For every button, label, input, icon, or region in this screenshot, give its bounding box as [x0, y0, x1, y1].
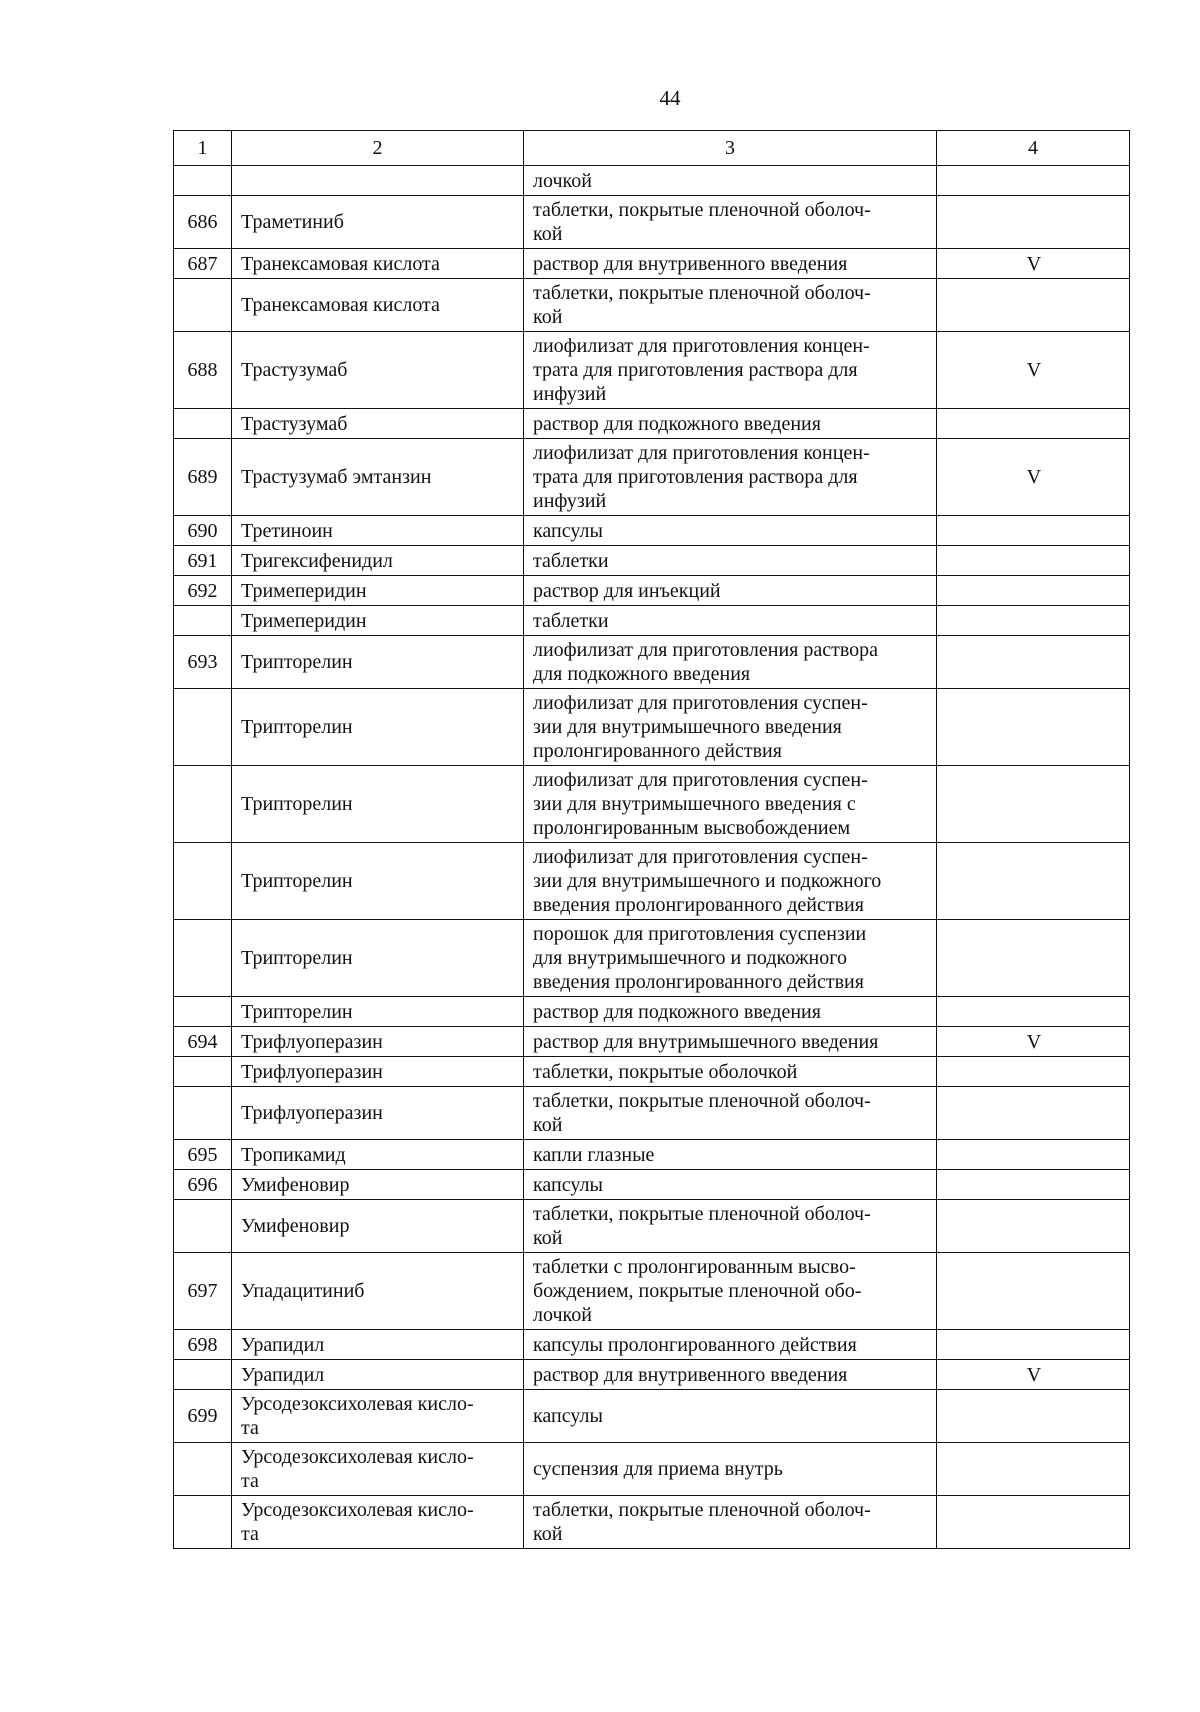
row-number-cell: 691	[174, 546, 232, 576]
vital-mark-cell	[937, 166, 1130, 196]
dosage-form-cell: капсулы	[524, 1390, 937, 1443]
table-row	[174, 766, 1130, 843]
dosage-form-cell: таблетки с пролонгированным высво- бождением, покрытые пленочной обо- лочкой	[524, 1253, 937, 1330]
header-col-1: 1	[174, 131, 232, 166]
row-number-cell	[174, 920, 232, 997]
table-row	[174, 1330, 1130, 1360]
table-row	[174, 279, 1130, 332]
vital-mark-cell	[937, 1140, 1130, 1170]
dosage-form-cell: раствор для инъекций	[524, 576, 937, 606]
row-number-cell: 689	[174, 439, 232, 516]
drug-name-cell: Тримеперидин	[232, 576, 524, 606]
vital-mark-cell: V	[937, 439, 1130, 516]
drug-name-cell: Урсодезоксихолевая кисло- та	[232, 1390, 524, 1443]
table-row	[174, 1443, 1130, 1496]
dosage-form-cell: капсулы	[524, 1170, 937, 1200]
table-row	[174, 249, 1130, 279]
dosage-form-cell: лочкой	[524, 166, 937, 196]
drug-name-cell: Трифлуоперазин	[232, 1027, 524, 1057]
drug-name-cell	[232, 166, 524, 196]
vital-mark-cell	[937, 576, 1130, 606]
row-number-cell	[174, 1360, 232, 1390]
table-row	[174, 166, 1130, 196]
vital-mark-cell	[937, 516, 1130, 546]
dosage-form-cell: таблетки, покрытые пленочной оболоч- кой	[524, 1200, 937, 1253]
drug-name-cell: Умифеновир	[232, 1170, 524, 1200]
vital-mark-cell: V	[937, 332, 1130, 409]
table-row	[174, 409, 1130, 439]
dosage-form-cell: раствор для внутривенного введения	[524, 249, 937, 279]
vital-mark-cell	[937, 1253, 1130, 1330]
row-number-cell	[174, 1443, 232, 1496]
table-row	[174, 1140, 1130, 1170]
row-number-cell: 699	[174, 1390, 232, 1443]
row-number-cell: 697	[174, 1253, 232, 1330]
table-row	[174, 1360, 1130, 1390]
table-row	[174, 997, 1130, 1027]
dosage-form-cell: раствор для подкожного введения	[524, 409, 937, 439]
table-row	[174, 1496, 1130, 1549]
header-col-3: 3	[524, 131, 937, 166]
drug-name-cell: Тригексифенидил	[232, 546, 524, 576]
page-number: 44	[659, 86, 681, 110]
row-number-cell: 692	[174, 576, 232, 606]
vital-mark-cell	[937, 196, 1130, 249]
table-row	[174, 516, 1130, 546]
dosage-form-cell: раствор для внутримышечного введения	[524, 1027, 937, 1057]
dosage-form-cell: лиофилизат для приготовления суспен- зии для внутримышечного введения с пролонгированным высвобождением	[524, 766, 937, 843]
drug-name-cell: Трипторелин	[232, 843, 524, 920]
drug-name-cell: Урсодезоксихолевая кисло- та	[232, 1443, 524, 1496]
drug-name-cell: Трипторелин	[232, 636, 524, 689]
row-number-cell: 688	[174, 332, 232, 409]
row-number-cell	[174, 766, 232, 843]
drug-name-cell: Транексамовая кислота	[232, 279, 524, 332]
header-col-4: 4	[937, 131, 1130, 166]
table-row	[174, 1087, 1130, 1140]
drug-name-cell: Трипторелин	[232, 920, 524, 997]
table-row	[174, 196, 1130, 249]
vital-mark-cell	[937, 279, 1130, 332]
row-number-cell	[174, 689, 232, 766]
vital-mark-cell	[937, 1496, 1130, 1549]
drug-name-cell: Трастузумаб	[232, 332, 524, 409]
table-row	[174, 1253, 1130, 1330]
drug-name-cell: Третиноин	[232, 516, 524, 546]
row-number-cell: 686	[174, 196, 232, 249]
table-row	[174, 576, 1130, 606]
dosage-form-cell: лиофилизат для приготовления раствора для подкожного введения	[524, 636, 937, 689]
row-number-cell: 694	[174, 1027, 232, 1057]
vital-mark-cell	[937, 843, 1130, 920]
table-header-row	[174, 131, 1130, 166]
dosage-form-cell: капсулы пролонгированного действия	[524, 1330, 937, 1360]
dosage-form-cell: капсулы	[524, 516, 937, 546]
drug-name-cell: Тримеперидин	[232, 606, 524, 636]
dosage-form-cell: таблетки, покрытые пленочной оболоч- кой	[524, 1087, 937, 1140]
table-row	[174, 439, 1130, 516]
row-number-cell	[174, 1087, 232, 1140]
dosage-form-cell: раствор для подкожного введения	[524, 997, 937, 1027]
dosage-form-cell: лиофилизат для приготовления концен- трата для приготовления раствора для инфузий	[524, 439, 937, 516]
row-number-cell: 698	[174, 1330, 232, 1360]
dosage-form-cell: таблетки, покрытые пленочной оболоч- кой	[524, 1496, 937, 1549]
vital-mark-cell	[937, 636, 1130, 689]
table-row	[174, 1057, 1130, 1087]
vital-mark-cell	[937, 1330, 1130, 1360]
drug-name-cell: Тропикамид	[232, 1140, 524, 1170]
table-row	[174, 1170, 1130, 1200]
drug-name-cell: Трипторелин	[232, 766, 524, 843]
dosage-form-cell: раствор для внутривенного введения	[524, 1360, 937, 1390]
vital-mark-cell	[937, 606, 1130, 636]
row-number-cell	[174, 843, 232, 920]
table-row	[174, 1390, 1130, 1443]
drug-name-cell: Траметиниб	[232, 196, 524, 249]
drug-name-cell: Трастузумаб эмтанзин	[232, 439, 524, 516]
drug-name-cell: Трипторелин	[232, 689, 524, 766]
row-number-cell	[174, 997, 232, 1027]
table-row	[174, 546, 1130, 576]
dosage-form-cell: таблетки	[524, 546, 937, 576]
row-number-cell: 695	[174, 1140, 232, 1170]
drug-name-cell: Урсодезоксихолевая кисло- та	[232, 1496, 524, 1549]
vital-mark-cell	[937, 766, 1130, 843]
row-number-cell	[174, 279, 232, 332]
row-number-cell	[174, 166, 232, 196]
table-row	[174, 606, 1130, 636]
row-number-cell	[174, 1200, 232, 1253]
drug-name-cell: Урапидил	[232, 1330, 524, 1360]
drug-name-cell: Транексамовая кислота	[232, 249, 524, 279]
table-row	[174, 843, 1130, 920]
vital-mark-cell	[937, 409, 1130, 439]
drug-name-cell: Трипторелин	[232, 997, 524, 1027]
table-row	[174, 920, 1130, 997]
row-number-cell: 687	[174, 249, 232, 279]
vital-mark-cell	[937, 1057, 1130, 1087]
dosage-form-cell: лиофилизат для приготовления суспен- зии для внутримышечного введения пролонгированного действия	[524, 689, 937, 766]
vital-mark-cell: V	[937, 249, 1130, 279]
dosage-form-cell: лиофилизат для приготовления суспен- зии для внутримышечного и подкожного введения пролонгированного действия	[524, 843, 937, 920]
drug-name-cell: Трифлуоперазин	[232, 1087, 524, 1140]
table-row	[174, 332, 1130, 409]
row-number-cell: 693	[174, 636, 232, 689]
table-row	[174, 636, 1130, 689]
drug-name-cell: Трифлуоперазин	[232, 1057, 524, 1087]
vital-mark-cell	[937, 546, 1130, 576]
dosage-form-cell: таблетки, покрытые пленочной оболоч- кой	[524, 279, 937, 332]
table-row	[174, 1027, 1130, 1057]
vital-mark-cell	[937, 1087, 1130, 1140]
drug-name-cell: Умифеновир	[232, 1200, 524, 1253]
row-number-cell	[174, 1496, 232, 1549]
drug-table	[173, 130, 1130, 1549]
row-number-cell	[174, 409, 232, 439]
vital-mark-cell: V	[937, 1027, 1130, 1057]
table-row	[174, 689, 1130, 766]
vital-mark-cell	[937, 1443, 1130, 1496]
header-col-2: 2	[232, 131, 524, 166]
dosage-form-cell: таблетки	[524, 606, 937, 636]
vital-mark-cell: V	[937, 1360, 1130, 1390]
vital-mark-cell	[937, 920, 1130, 997]
dosage-form-cell: порошок для приготовления суспензии для внутримышечного и подкожного введения пролонгированного действия	[524, 920, 937, 997]
row-number-cell	[174, 1057, 232, 1087]
dosage-form-cell: таблетки, покрытые пленочной оболоч- кой	[524, 196, 937, 249]
drug-name-cell: Трастузумаб	[232, 409, 524, 439]
row-number-cell: 690	[174, 516, 232, 546]
vital-mark-cell	[937, 997, 1130, 1027]
vital-mark-cell	[937, 1390, 1130, 1443]
dosage-form-cell: лиофилизат для приготовления концен- трата для приготовления раствора для инфузий	[524, 332, 937, 409]
row-number-cell	[174, 606, 232, 636]
drug-name-cell: Упадацитиниб	[232, 1253, 524, 1330]
vital-mark-cell	[937, 1200, 1130, 1253]
dosage-form-cell: суспензия для приема внутрь	[524, 1443, 937, 1496]
dosage-form-cell: таблетки, покрытые оболочкой	[524, 1057, 937, 1087]
drug-name-cell: Урапидил	[232, 1360, 524, 1390]
table-row	[174, 1200, 1130, 1253]
table-body	[174, 166, 1130, 1549]
row-number-cell: 696	[174, 1170, 232, 1200]
dosage-form-cell: капли глазные	[524, 1140, 937, 1170]
vital-mark-cell	[937, 1170, 1130, 1200]
vital-mark-cell	[937, 689, 1130, 766]
